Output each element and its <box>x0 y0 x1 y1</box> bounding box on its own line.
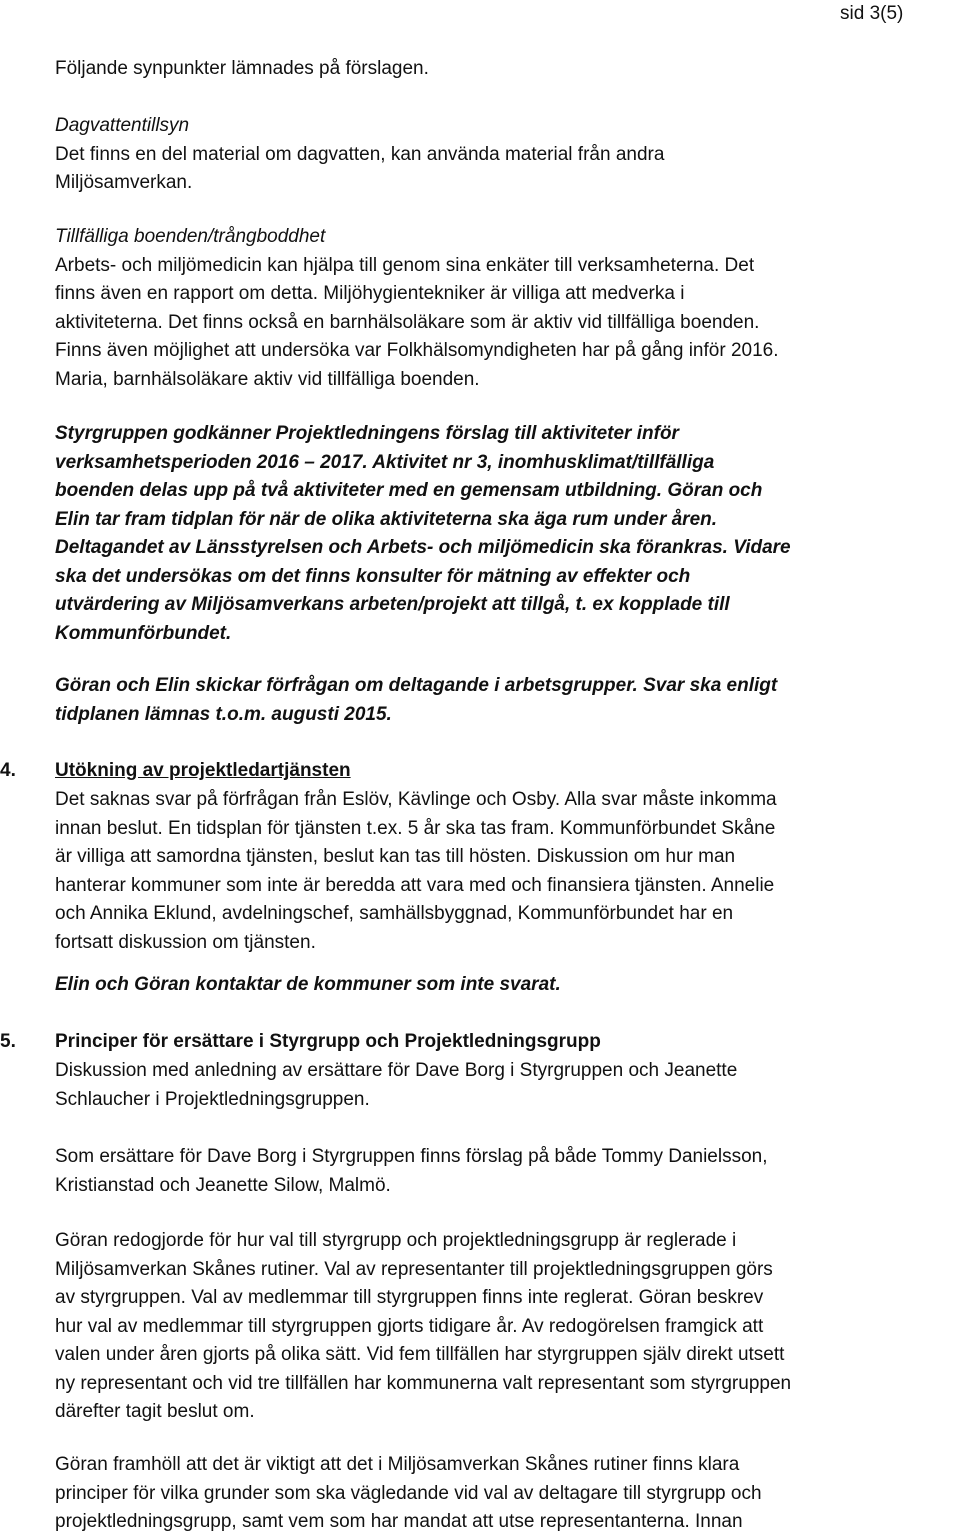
section-paragraph <box>55 1143 768 1200</box>
text-line: är villiga att samordna tjänsten, beslut kan tas till hösten. Diskussion om hur man <box>55 846 736 867</box>
decision-line: boenden delas upp på två aktiviteter med en gemensam utbildning. Göran och <box>55 480 763 501</box>
text-line: därefter tagit beslut om. <box>55 1401 255 1422</box>
decision-line: verksamhetsperioden 2016 – 2017. Aktivitet nr 3, inomhusklimat/tillfälliga <box>55 451 715 473</box>
text-line: Maria, barnhälsoläkare aktiv vid tillfälliga boenden. <box>55 368 480 390</box>
section-heading: Utökning av projektledartjänsten <box>55 760 351 781</box>
text-line: hur val av medlemmar till styrgruppen gjorts tidigare år. Av redogörelsen framgick att <box>55 1315 764 1337</box>
decision-line: Deltagandet av Länsstyrelsen och Arbets- och miljömedicin ska förankras. Vidare <box>55 537 791 558</box>
text-line: Diskussion med anledning av ersättare för Dave Borg i Styrgruppen och Jeanette <box>55 1060 738 1081</box>
decision-arbetsgrupper <box>55 672 777 729</box>
text-line: Göran framhöll att det är viktigt att det i Miljösamverkan Skånes rutiner finns klara <box>55 1454 740 1475</box>
text-line: innan beslut. En tidsplan för tjänsten t.ex. 5 år ska tas fram. Kommunförbundet Skåne <box>55 817 776 839</box>
section-number: 5. <box>0 1031 16 1052</box>
decision-line: Styrgruppen godkänner Projektledningens förslag till aktiviteter inför <box>55 423 679 444</box>
dagvatten-title: Dagvattentillsyn <box>55 115 190 136</box>
intro-text <box>55 55 429 84</box>
text-line: valen under åren gjorts på olika sätt. Vid fem tillfällen har styrgruppen själv direkt utsett <box>55 1344 785 1365</box>
section-number: 4. <box>0 760 16 781</box>
text-line: Som ersättare för Dave Borg i Styrgruppen finns förslag på både Tommy Danielsson, <box>55 1146 768 1167</box>
decision-line: ska det undersökas om det finns konsulter för mätning av effekter och <box>55 565 691 587</box>
section-decision <box>55 971 561 1000</box>
decision-line: utvärdering av Miljösamverkans arbeten/projekt att tillgå, t. ex kopplade till <box>55 594 730 615</box>
text-line: Schlaucher i Projektledningsgruppen. <box>55 1088 370 1110</box>
text-line: Arbets- och miljömedicin kan hjälpa till genom sina enkäter till verksamheterna. Det <box>55 254 755 276</box>
dagvatten-section <box>55 112 664 198</box>
text-line: finns även en rapport om detta. Miljöhygientekniker är villiga att medverka i <box>55 283 685 304</box>
section-paragraph <box>55 1227 791 1427</box>
text-line: hanterar kommuner som inte är beredda att vara med och finansiera tjänsten. Annelie <box>55 874 775 896</box>
section-heading: Principer för ersättare i Styrgrupp och Projektledningsgrupp <box>55 1031 601 1052</box>
section-paragraph <box>55 1057 737 1114</box>
decision-line: Kommunförbundet. <box>55 622 232 644</box>
decision-line: tidplanen lämnas t.o.m. augusti 2015. <box>55 703 392 725</box>
text-line: Det saknas svar på förfrågan från Eslöv, Kävlinge och Osby. Alla svar måste inkomma <box>55 789 777 810</box>
text-line: Miljösamverkan Skånes rutiner. Val av representanter till projektledningsgruppen görs <box>55 1258 773 1280</box>
text-line: principer för vilka grunder som ska vägledande vid val av deltagare till styrgrupp och <box>55 1482 762 1504</box>
text-line: Finns även möjlighet att undersöka var Folkhälsomyndigheten har på gång inför 2016. <box>55 340 779 361</box>
section-body <box>55 786 777 957</box>
text-line: ny representant och vid tre tillfällen har kommunerna valt representant som styrgruppen <box>55 1372 792 1394</box>
text-line: Det finns en del material om dagvatten, kan använda material från andra <box>55 143 665 165</box>
text-line: aktiviteterna. Det finns också en barnhälsoläkare som är aktiv vid tillfälliga boenden. <box>55 311 760 333</box>
decision-line: Elin och Göran kontaktar de kommuner som inte svarat. <box>55 974 561 995</box>
decision-line: Göran och Elin skickar förfrågan om deltagande i arbetsgrupper. Svar ska enligt <box>55 675 778 696</box>
decision-line: Elin tar fram tidplan för när de olika aktiviteterna ska äga rum under åren. <box>55 508 718 530</box>
text-line: Göran redogjorde för hur val till styrgrupp och projektledningsgrupp är reglerade i <box>55 1230 737 1251</box>
text-line: Kristianstad och Jeanette Silow, Malmö. <box>55 1174 391 1196</box>
tillfalliga-title: Tillfälliga boenden/trångboddhet <box>55 226 326 247</box>
text-line: fortsatt diskussion om tjänsten. <box>55 931 316 953</box>
text-line: och Annika Eklund, avdelningschef, samhällsbyggnad, Kommunförbundet har en <box>55 903 734 924</box>
decision-aktiviteter <box>55 420 791 648</box>
text-line: projektledningsgrupp, samt vem som har mandat att utse representanterna. Innan <box>55 1511 743 1532</box>
intro-line: Följande synpunkter lämnades på förslagen. <box>55 58 429 79</box>
page-number: sid 3(5) <box>840 3 904 24</box>
text-line: Miljösamverkan. <box>55 172 193 193</box>
tillfalliga-section <box>55 223 779 394</box>
text-line: av styrgruppen. Val av medlemmar till styrgruppen finns inte reglerat. Göran beskrev <box>55 1287 764 1308</box>
section-paragraph <box>55 1451 762 1537</box>
